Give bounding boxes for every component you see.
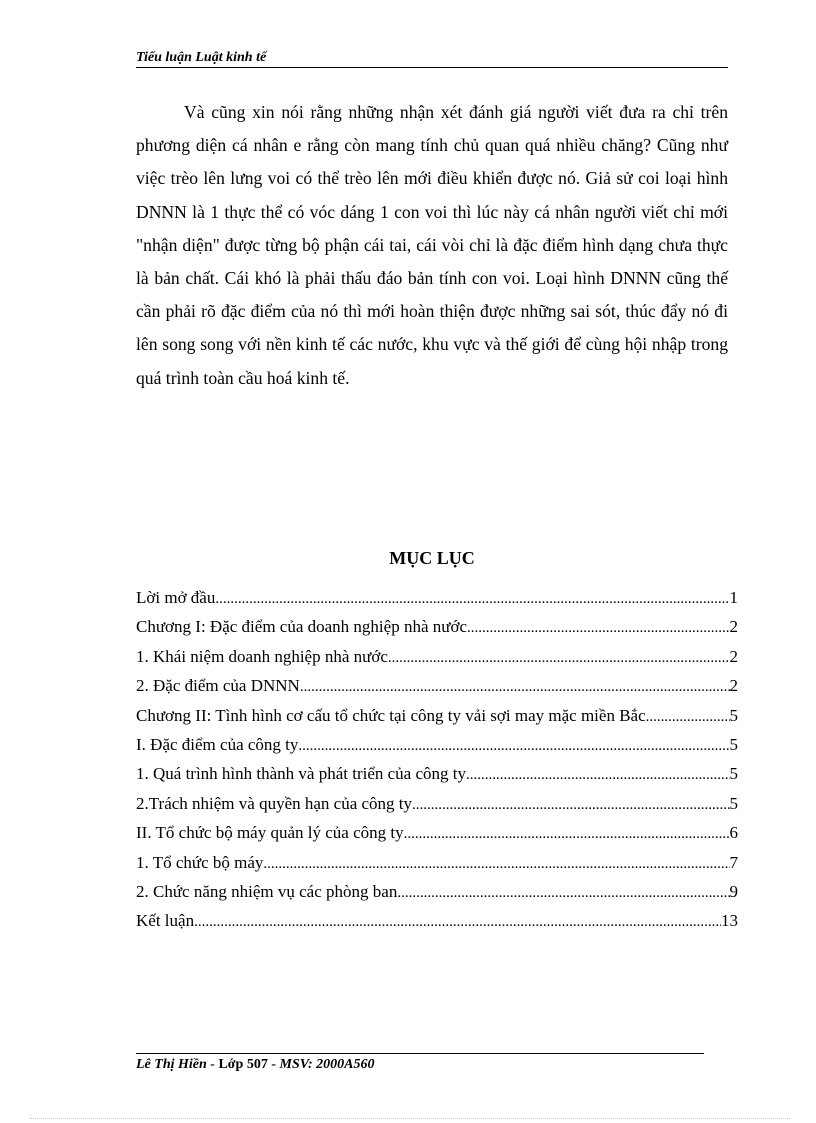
toc-entry-text: 2. Đặc điểm của DNNN xyxy=(136,676,300,696)
body-paragraph: Và cũng xin nói rằng những nhận xét đánh giá người viết đưa ra chỉ trên phương diện cá nhân e rằng còn mang tính chủ quan quá nhiều chăng? Cũng như việc trèo lên lưng voi có thể trèo lên mới điều khiển được nó. Giả sử coi loại hình DNNN là 1 thực thể có vóc dáng 1 con voi thì lúc này cá nhân người viết chỉ mới "nhận diện" được từng bộ phận cái tai, cái vòi chỉ là đặc điểm hình dạng chưa thực là bản chất. Cái khó là phải thấu đáo bản tính con voi. Loại hình DNNN cũng thế cần phải rõ đặc điểm của nó thì mới hoàn thiện được những sai sót, thúc đẩy nó đi lên song song với nền kinh tế các nước, khu vực và thế giới để cùng hội nhập trong quá trình toàn cầu hoá kinh tế. xyxy=(136,102,728,388)
toc-leader-dots xyxy=(298,738,729,755)
page-bottom-edge xyxy=(30,1118,790,1119)
toc-entry-page: 5 xyxy=(729,764,738,784)
page-header: Tiểu luận Luật kinh tế xyxy=(136,50,267,65)
toc-entry-text: Chương I: Đặc điểm của doanh nghiệp nhà nước xyxy=(136,617,467,637)
toc-entry-page: 7 xyxy=(729,852,738,872)
toc-entry-page: 2 xyxy=(729,676,738,696)
toc-entry-text: Kết luận xyxy=(136,911,195,931)
toc-entry-page: 2 xyxy=(729,646,738,666)
toc-entry-text: 1. Tổ chức bộ máy xyxy=(136,852,264,872)
toc-entry-text: 1. Khái niệm doanh nghiệp nhà nước xyxy=(136,646,388,666)
toc-leader-dots xyxy=(215,591,729,608)
toc-leader-dots xyxy=(412,797,729,814)
toc-entry-chapter-2-part-1-section-1[interactable] xyxy=(136,764,738,793)
toc-leader-dots xyxy=(467,620,730,637)
toc-leader-dots xyxy=(646,709,730,726)
footer-author: Lê Thị Hiền - xyxy=(136,1057,219,1072)
toc-entry-page: 1 xyxy=(729,588,738,607)
toc-entry-text: II. Tổ chức bộ máy quản lý của công ty xyxy=(136,823,404,843)
toc-entry-page: 9 xyxy=(729,881,738,901)
footer-class: Lớp 507 xyxy=(218,1057,268,1072)
footer-student-id: - MSV: 2000A560 xyxy=(267,1057,375,1072)
toc-entry-conclusion[interactable] xyxy=(136,911,738,940)
toc-entry-text: 2.Trách nhiệm và quyền hạn của công ty xyxy=(136,793,413,813)
toc-entry-page: 6 xyxy=(729,823,738,843)
toc-entry-chapter-1[interactable] xyxy=(136,617,738,646)
toc-leader-dots xyxy=(397,885,729,902)
toc-leader-dots xyxy=(466,767,730,784)
toc-entry-chapter-2-part-1-section-2[interactable] xyxy=(136,794,738,823)
toc-entry-page: 5 xyxy=(729,734,738,754)
toc-title: MỤC LỤC xyxy=(389,548,475,568)
toc-entry-chapter-1-section-1[interactable] xyxy=(136,647,738,676)
toc-entry-page: 5 xyxy=(729,705,738,725)
toc-leader-dots xyxy=(388,650,730,667)
toc-entry-chapter-2-part-2-section-2[interactable] xyxy=(136,882,738,911)
toc-leader-dots xyxy=(194,914,721,931)
toc-leader-dots xyxy=(300,679,730,696)
toc-entry-text: Chương II: Tình hình cơ cấu tổ chức tại công ty vải sợi may mặc miền Bắc xyxy=(136,705,646,725)
toc-entry-page: 13 xyxy=(721,911,738,931)
footer-divider xyxy=(136,1053,704,1054)
toc-entry-chapter-2-part-1[interactable] xyxy=(136,735,738,764)
toc-entry-text: 1. Quá trình hình thành và phát triển của công ty xyxy=(136,764,466,784)
toc-entry-chapter-2-part-2-section-1[interactable] xyxy=(136,853,738,882)
table-of-contents xyxy=(136,588,738,941)
toc-entry-text: Lời mở đầu xyxy=(136,588,216,607)
toc-entry-chapter-2-part-2[interactable] xyxy=(136,823,738,852)
header-divider xyxy=(136,67,728,68)
toc-entry-introduction[interactable] xyxy=(136,588,738,617)
page-footer xyxy=(136,1057,375,1073)
toc-entry-text: I. Đặc điểm của công ty xyxy=(136,734,299,754)
toc-leader-dots xyxy=(404,826,730,843)
toc-entry-page: 5 xyxy=(729,793,738,813)
toc-entry-chapter-2[interactable] xyxy=(136,706,738,735)
toc-entry-page: 2 xyxy=(729,617,738,637)
toc-entry-text: 2. Chức năng nhiệm vụ các phòng ban xyxy=(136,881,398,901)
toc-leader-dots xyxy=(263,856,729,873)
toc-entry-chapter-1-section-2[interactable] xyxy=(136,676,738,705)
